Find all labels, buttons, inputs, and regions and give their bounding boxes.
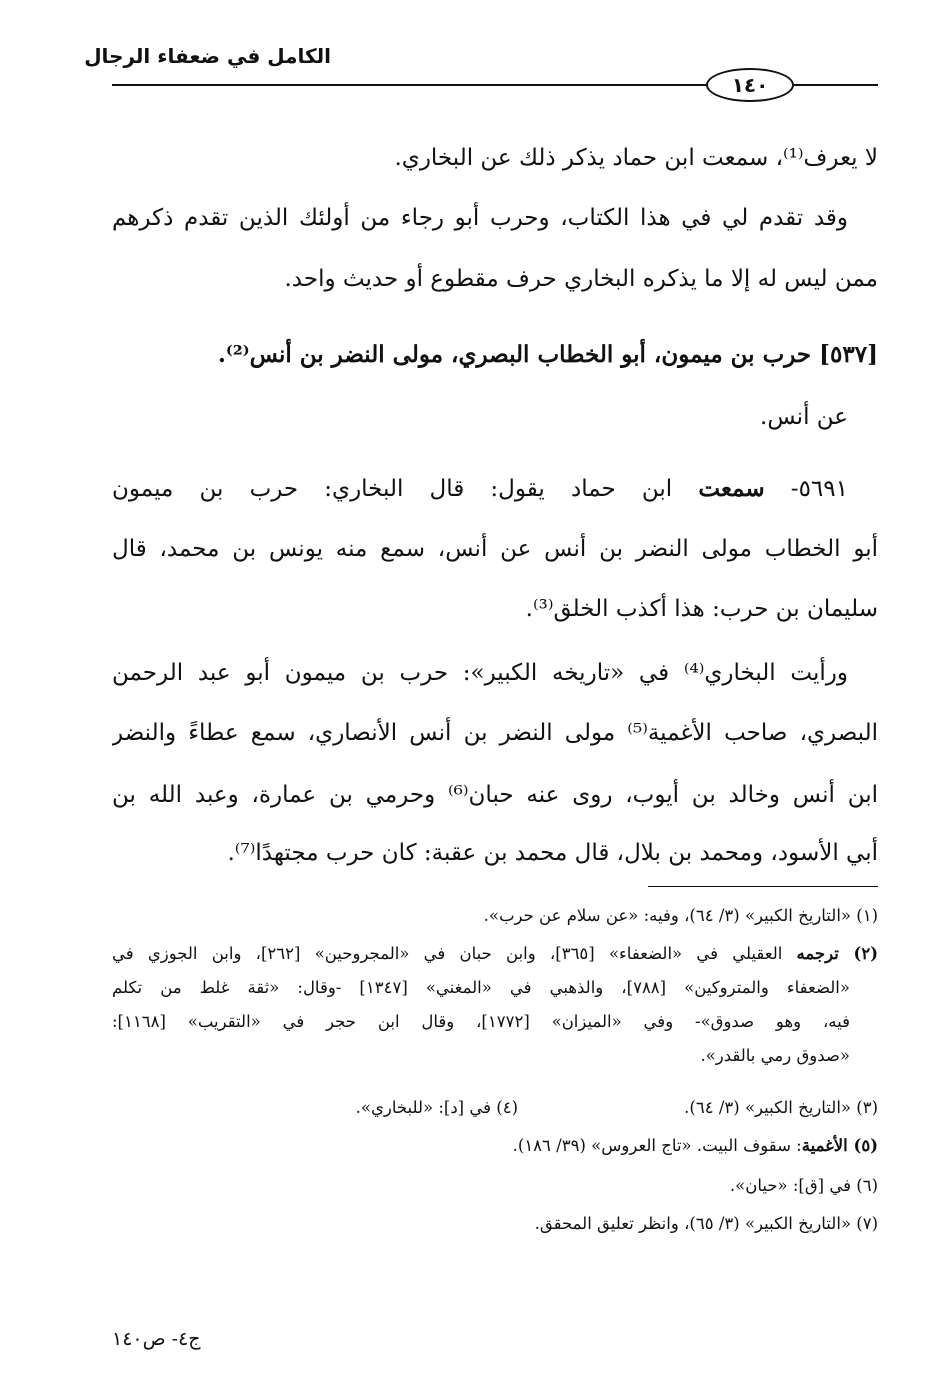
body-line-11: أبي الأسود، ومحمد بن بلال، قال محمد بن عقبة: كان حرب مجتهدًا⁽⁷⁾.	[227, 840, 878, 866]
narration-keyword: سمعت	[698, 475, 765, 502]
narration-line-3: سليمان بن حرب: هذا أكذب الخلق⁽³⁾.	[525, 596, 878, 622]
narration-line-2: أبو الخطاب مولى النضر بن أنس عن أنس، سمع منه يونس بن محمد، قال	[112, 536, 878, 562]
footnote-2-line-3: فيه، وهو صدوق»- وفي «الميزان» [١٧٧٢]، وقال ابن حجر في «التقريب» [١١٦٨]:	[112, 1012, 850, 1031]
narration-number: ٥٦٩١-	[764, 476, 848, 502]
body-line-2: وقد تقدم لي في هذا الكتاب، وحرب أبو رجاء من أولئك الذين تقدم ذكرهم	[112, 205, 848, 231]
footnote-4: (٤) في [د]: «للبخاري».	[355, 1098, 518, 1117]
narration-line-1	[112, 470, 878, 508]
footnote-7: (٧) «التاريخ الكبير» (٣/ ٦٥)، وانظر تعليق المحقق.	[534, 1214, 878, 1233]
footnote-2-line-2: «الضعفاء والمتروكين» [٧٨٨]، والذهبي في «المغني» [١٣٤٧] -وقال: «ثقة غلط من تكلم	[112, 978, 850, 997]
footnote-5-keyword: الأغمية	[801, 1136, 848, 1155]
footnote-6: (٦) في [ق]: «حيان».	[729, 1176, 878, 1195]
footnote-2-number: (٢)	[838, 944, 878, 963]
entry-heading: [٥٣٧] حرب بن ميمون، أبو الخطاب البصري، مولى النضر بن أنس⁽²⁾.	[217, 341, 878, 368]
footnote-1: (١) «التاريخ الكبير» (٣/ ٦٤)، وفيه: «عن سلام عن حرب».	[483, 906, 878, 925]
page-number-badge: ١٤٠	[706, 68, 794, 102]
footnote-2-text: العقيلي في «الضعفاء» [٣٦٥]، وابن حبان في «المجروحين» [٢٦٢]، وابن الجوزي في	[112, 944, 797, 963]
footnote-5-text: : سقوف البيت. «تاج العروس» (٣٩/ ١٨٦).	[512, 1136, 802, 1155]
folio-reference: ج٤- ص١٤٠	[112, 1328, 201, 1350]
footnote-5	[112, 1130, 878, 1162]
body-line-10: ابن أنس وخالد بن أيوب، روى عنه حبان⁽⁶⁾ وحرمي بن عمارة، وعبد الله بن	[112, 782, 878, 808]
body-line-9: البصري، صاحب الأغمية⁽⁵⁾ مولى النضر بن أنس الأنصاري، سمع عطاءً والنضر	[112, 720, 878, 746]
body-line-4: عن أنس.	[760, 404, 848, 430]
narration-text: ابن حماد يقول: قال البخاري: حرب بن ميمون	[112, 476, 699, 502]
body-line-1: لا يعرف⁽¹⁾، سمعت ابن حماد يذكر ذلك عن البخاري.	[394, 145, 878, 171]
footnote-2-keyword: ترجمه	[796, 944, 839, 963]
footnote-2-line-4: «صدوق رمي بالقدر».	[700, 1046, 850, 1065]
footnote-5-number: (٥)	[847, 1136, 878, 1155]
footnote-2-line-1	[112, 938, 878, 970]
footnote-3: (٣) «التاريخ الكبير» (٣/ ٦٤).	[684, 1098, 878, 1117]
running-title: الكامل في ضعفاء الرجال	[84, 44, 331, 68]
body-line-8: ورأيت البخاري⁽⁴⁾ في «تاريخه الكبير»: حرب بن ميمون أبو عبد الرحمن	[112, 660, 849, 686]
body-line-3: ممن ليس له إلا ما يذكره البخاري حرف مقطوع أو حديث واحد.	[284, 266, 878, 292]
footnote-rule	[648, 886, 878, 887]
